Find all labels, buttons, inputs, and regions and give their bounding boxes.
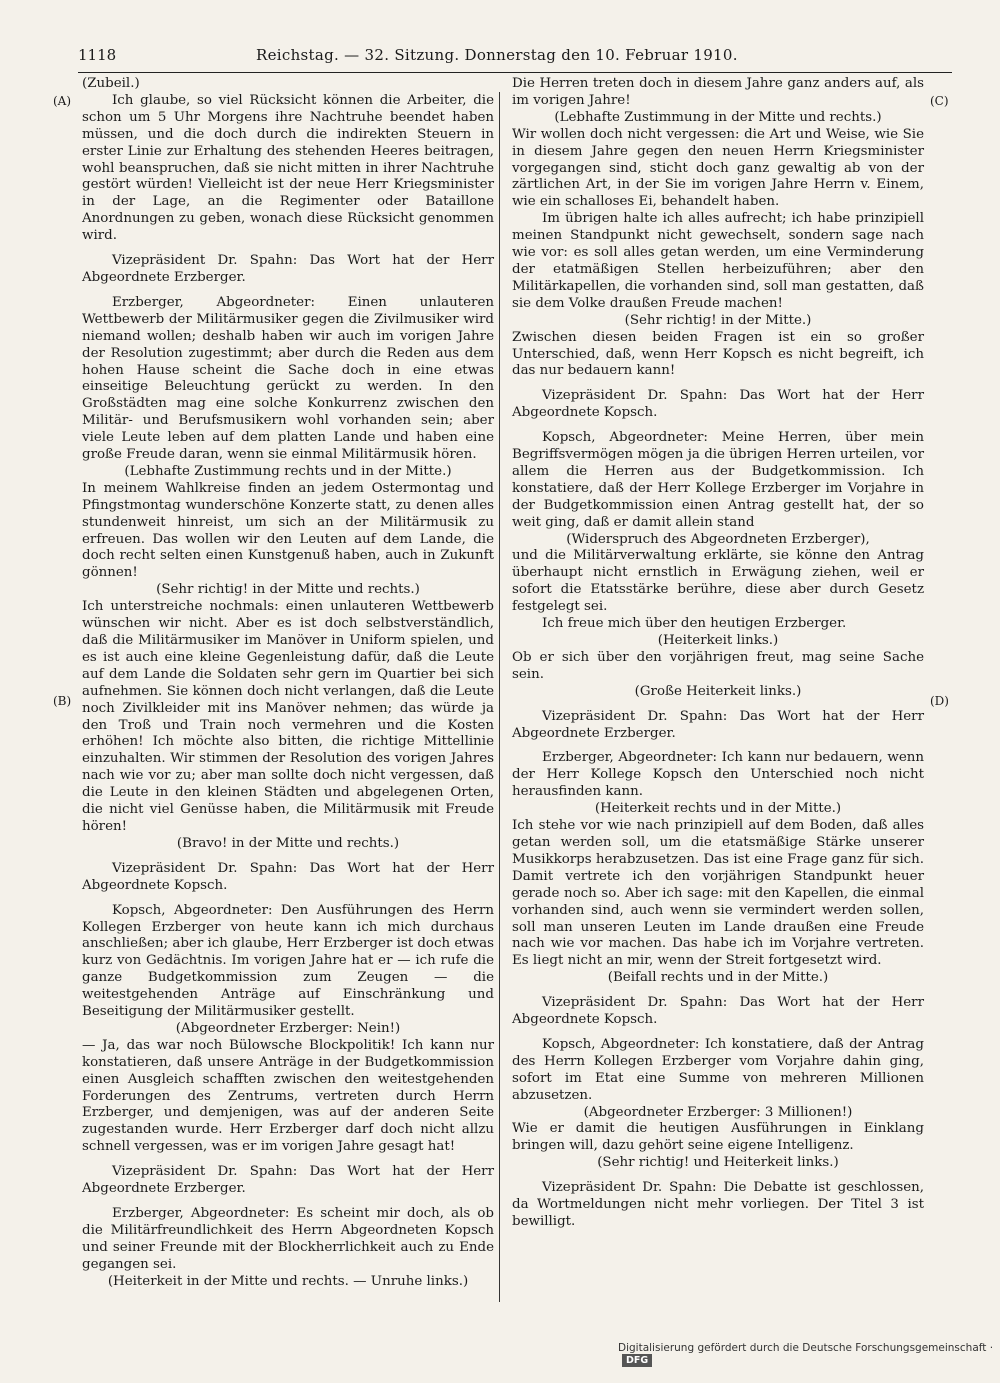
chair-announcement: Vizepräsident Dr. Spahn: Das Wort hat der Herr Abgeordnete Kopsch. bbox=[82, 860, 494, 893]
speech-paragraph: Im übrigen halte ich alles aufrecht; ich habe prinzipiell meinen Standpunkt nicht gewechselt, sondern sage nach wie vor: es soll alles getan werden, um eine Verminderung der etatmäßigen Stellen herbeizuführen; aber den Militärkapellen, die vorhanden sind, soll man gestatten, daß sie dem Volke draußen Freude machen! bbox=[512, 211, 924, 311]
interjection: (Sehr richtig! und Heiterkeit links.) bbox=[597, 1155, 839, 1171]
speech-paragraph: Erzberger, Abgeordneter: Es scheint mir doch, als ob die Militärfreundlichkeit des Herrn Abgeordneten Kopsch und seiner Freunde mit der Blockherrlichkeit auch zu Ende gegangen sei. bbox=[82, 1206, 494, 1272]
chair-announcement: Vizepräsident Dr. Spahn: Das Wort hat der Herr Abgeordnete Erzberger. bbox=[512, 708, 924, 741]
interjection: (Heiterkeit in der Mitte und rechts. — Unruhe links.) bbox=[107, 1273, 469, 1289]
chair-announcement: Vizepräsident Dr. Spahn: Das Wort hat der Herr Abgeordnete Kopsch. bbox=[512, 388, 924, 421]
column-divider bbox=[499, 92, 500, 1302]
interjection: (Bravo! in der Mitte und rechts.) bbox=[176, 835, 400, 851]
speech-paragraph: Ich unterstreiche nochmals: einen unlauteren Wettbewerb wünschen wir nicht. Aber es ist doch selbstverständlich, daß die Militärmusiker im Manöver in Uniform spielen, und es ist auch eine kleine Gegenleistung dafür, daß die Leute auf dem Lande die Soldaten sehr gern im Quartier bei sich aufnehmen. Sie können doch nicht verlangen, daß die Leute noch Zivilkleider mit ins Manöver nehmen; das würde ja den Troß und Train noch vermehren und die Kosten erhöhen! Ich möchte also bitten, die richtige Mittellinie einzuhalten. Wir stimmen der Resolution des vorigen Jahres nach wie vor zu; aber man sollte doch nicht vergessen, daß die Leute in den kleinen Städten und abgelegenen Orten, die nicht viel Genüsse haben, die Militärmusik mit Freude hören! bbox=[82, 599, 494, 834]
dfg-logo: DFG bbox=[622, 1354, 652, 1367]
speech-paragraph: Kopsch, Abgeordneter: Meine Herren, über mein Begriffsvermögen mögen ja die übrigen Herren urteilen, vor allem die Herren aus der Budgetkommission. Ich konstatiere, daß der Herr Kollege Erzberger im Vorjahre in der Budgetkommission einen Antrag gestellt hat, der so weit ging, daß er damit allein stand bbox=[512, 430, 924, 530]
margin-mark-c: (C) bbox=[930, 94, 949, 108]
speech-paragraph: Ob er sich über den vorjährigen freut, mag seine Sache sein. bbox=[512, 649, 924, 682]
chair-announcement: Vizepräsident Dr. Spahn: Das Wort hat der Herr Abgeordnete Kopsch. bbox=[512, 995, 924, 1028]
interjection: (Sehr richtig! in der Mitte und rechts.) bbox=[156, 582, 420, 598]
interjection: (Beifall rechts und in der Mitte.) bbox=[607, 970, 829, 986]
chair-announcement: Vizepräsident Dr. Spahn: Das Wort hat der Herr Abgeordnete Erzberger. bbox=[82, 253, 494, 285]
speaker-continuation: (Zubeil.) bbox=[82, 76, 140, 91]
header-rule bbox=[78, 72, 952, 73]
digitization-credit bbox=[618, 1342, 1000, 1367]
speech-paragraph: In meinem Wahlkreise finden an jedem Ostermontag und Pfingstmontag wunderschöne Konzerte statt, zu denen alles stundenweit hinreist, um sich an der Militärmusik zu erfreuen. Das wollen wir den Leuten auf dem Lande, die doch recht selten einen Kunstgenuß haben, auch in Zukunft gönnen! bbox=[82, 480, 494, 581]
interjection: (Abgeordneter Erzberger: 3 Millionen!) bbox=[583, 1104, 853, 1120]
speech-paragraph: und die Militärverwaltung erklärte, sie könne den Antrag überhaupt nicht ernstlich in Erwägung ziehen, weil er sofort die Etatsstärke berühre, diese aber durch Gesetz festgelegt sei. bbox=[512, 548, 924, 615]
speech-paragraph: Wie er damit die heutigen Ausführungen in Einklang bringen will, dazu gehört seine eigene Intelligenz. bbox=[512, 1121, 924, 1154]
speech-paragraph: Kopsch, Abgeordneter: Den Ausführungen des Herrn Kollegen Erzberger von heute kann ich mich durchaus anschließen; aber ich glaube, Herr Erzberger ist doch etwas kurz von Gedächtnis. Im vorigen Jahre hat er — ich rufe die ganze Budgetkommission zum Zeugen — die weitestgehenden Anträge auf Einschränkung und Beseitigung der Militärmusiker gestellt. bbox=[82, 902, 494, 1020]
speech-paragraph: Erzberger, Abgeordneter: Ich kann nur bedauern, wenn der Herr Kollege Kopsch den Unterschied noch nicht herausfinden kann. bbox=[512, 750, 924, 800]
speech-paragraph: Kopsch, Abgeordneter: Ich konstatiere, daß der Antrag des Herrn Kollegen Erzberger vom Vorjahre dahin ging, sofort im Etat eine Summe von mehreren Millionen abzusetzen. bbox=[512, 1036, 924, 1103]
interjection: (Heiterkeit links.) bbox=[657, 633, 779, 648]
speech-paragraph: Ich freue mich über den heutigen Erzberger. bbox=[542, 616, 847, 632]
chair-announcement: Vizepräsident Dr. Spahn: Das Wort hat der Herr Abgeordnete Erzberger. bbox=[82, 1164, 494, 1197]
credit-text: Digitalisierung gefördert durch die Deutsche Forschungsgemeinschaft · bbox=[618, 1342, 994, 1354]
speech-paragraph: Zwischen diesen beiden Fragen ist ein so großer Unterschied, daß, wenn Herr Kopsch es nicht begreift, ich das nur bedauern kann! bbox=[512, 329, 924, 379]
chair-announcement: Vizepräsident Dr. Spahn: Die Debatte ist geschlossen, da Wortmeldungen nicht mehr vorliegen. Der Titel 3 ist bewilligt. bbox=[512, 1180, 924, 1229]
interjection: (Heiterkeit rechts und in der Mitte.) bbox=[594, 801, 842, 817]
speech-paragraph: Die Herren treten doch in diesem Jahre ganz anders auf, als im vorigen Jahre! bbox=[512, 76, 924, 108]
speech-paragraph: Ich stehe vor wie nach prinzipiell auf dem Boden, daß alles getan werden soll, um die etatsmäßige Stärke unserer Musikkorps herabzusetzen. Das ist eine Frage ganz für sich. Damit vertrete ich den vorjährigen Standpunkt heuer gerade noch so. Aber ich sage: mit den Kapellen, die einmal vorhanden sind, auch wenn sie vermindert werden sollen, soll man unseren Leuten im Lande draußen eine Freude nach wie vor machen. Das habe ich im Vorjahre vertreten. Es liegt nicht an mir, wenn der Streit fortgesetzt wird. bbox=[512, 818, 924, 969]
speech-paragraph: — Ja, das war noch Bülowsche Blockpolitik! Ich kann nur konstatieren, daß unsere Anträge in der Budgetkommission einen Ausgleich schafften zwischen den weitestgehenden Forderungen des Zentrums, vertreten durch Herrn Erzberger, und demjenigen, was auf der anderen Seite zugestanden wurde. Herr Erzberger darf doch nicht allzu schnell vergessen, was er im vorigen Jahre gesagt hat! bbox=[82, 1037, 494, 1155]
interjection: (Große Heiterkeit links.) bbox=[634, 683, 802, 699]
speech-paragraph: Erzberger, Abgeordneter: Einen unlauteren Wettbewerb der Militärmusiker gegen die Zivilmusiker wird niemand wollen; deshalb haben wir auch im vorigen Jahre der Resolution zugestimmt; aber durch die Reden aus dem hohen Hause scheint die Sache doch in eine etwas einseitige Beleuchtung gerückt zu werden. In den Großstädten mag eine solche Konkurrenz zwischen den Militär- und Berufsmusikern wohl vorhanden sein; aber viele Leute leben auf dem platten Lande und haben eine große Freude daran, wenn sie einmal Militärmusik hören. bbox=[82, 294, 494, 463]
margin-mark-b: (B) bbox=[53, 694, 72, 708]
speech-paragraph: Wir wollen doch nicht vergessen: die Art und Weise, wie Sie in diesem Jahre gegen den neuen Herrn Kriegsminister vorgegangen sind, sticht doch ganz gewaltig ab von der zärtlichen Art, in der Sie im vorigen Jahre Herrn v. Einem, wie ein schalloses Ei, behandelt haben. bbox=[512, 126, 924, 210]
margin-mark-a: (A) bbox=[53, 94, 72, 108]
speech-paragraph: Ich glaube, so viel Rücksicht können die Arbeiter, die schon um 5 Uhr Morgens ihre Nachtruhe beendet haben müssen, und die doch durch die indirekten Steuern in erster Linie zur Erhaltung des stehenden Heeres beitragen, wohl beanspruchen, daß sie nicht mitten in ihrer Nachtruhe gestört würden! Vielleicht ist der neue Herr Kriegsminister in der Lage, an die Regimenter oder Bataillone Anordnungen zu geben, wonach diese Rücksicht genommen wird. bbox=[82, 92, 494, 244]
right-column bbox=[512, 76, 924, 1231]
left-column bbox=[82, 76, 494, 1291]
interjection: (Lebhafte Zustimmung rechts und in der Mitte.) bbox=[124, 463, 452, 479]
running-head: Reichstag. — 32. Sitzung. Donnerstag den 10. Februar 1910. bbox=[256, 46, 738, 64]
page-number: 1118 bbox=[78, 46, 117, 64]
page-header bbox=[78, 46, 950, 72]
interjection: (Widerspruch des Abgeordneten Erzberger), bbox=[566, 531, 870, 547]
interjection: (Sehr richtig! in der Mitte.) bbox=[624, 312, 812, 328]
margin-mark-d: (D) bbox=[930, 694, 949, 708]
interjection: (Abgeordneter Erzberger: Nein!) bbox=[175, 1020, 401, 1036]
interjection: (Lebhafte Zustimmung in der Mitte und rechts.) bbox=[554, 109, 882, 125]
